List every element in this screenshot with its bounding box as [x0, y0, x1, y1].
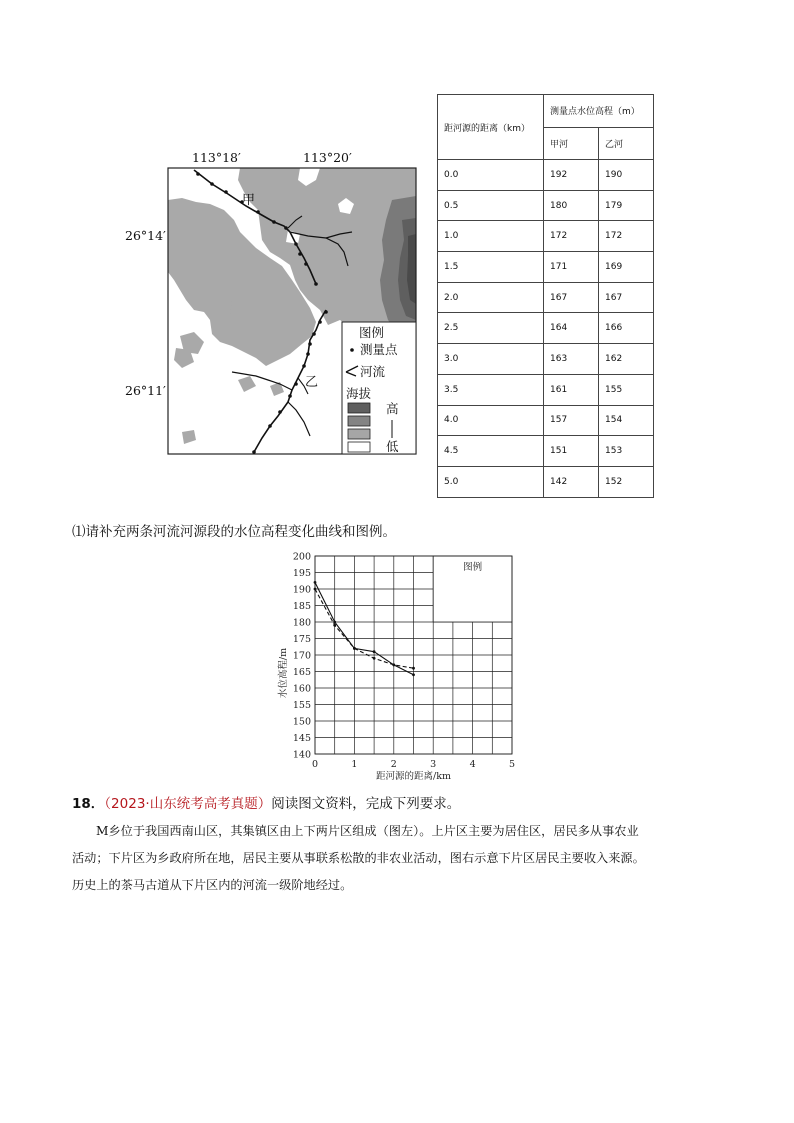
header-jia: 甲河 — [544, 127, 599, 160]
topographic-map — [120, 140, 420, 460]
yi-cell: 172 — [599, 221, 654, 252]
map-legend — [342, 322, 416, 454]
table-row — [438, 405, 654, 436]
question-number: 18． — [72, 796, 105, 812]
series-2-point — [412, 667, 415, 670]
y-tick-label: 155 — [292, 700, 311, 711]
y-tick-label: 145 — [292, 733, 311, 744]
jia-cell: 192 — [544, 160, 599, 191]
jia-cell: 163 — [544, 344, 599, 375]
x-tick-label: 0 — [311, 759, 319, 770]
yi-cell: 153 — [599, 436, 654, 467]
source-open: （ — [104, 796, 112, 812]
distance-cell: 3.0 — [438, 344, 544, 375]
y-tick-label: 190 — [292, 584, 311, 596]
series-2-point — [333, 624, 336, 627]
distance-cell: 2.5 — [438, 313, 544, 344]
yi-cell: 155 — [599, 374, 654, 405]
header-distance: 距河源的距离（km） — [438, 95, 544, 160]
table-row — [438, 160, 654, 191]
latitude-label-1: 26°14′ — [125, 228, 166, 243]
y-axis-label: 水位高程/m — [278, 647, 289, 699]
latitude-label-2: 26°11′ — [125, 383, 166, 398]
legend-low: 低 — [386, 439, 399, 454]
y-tick-label: 160 — [292, 683, 311, 695]
elevation-swatch-4 — [348, 442, 370, 452]
river-jia-label: 甲 — [242, 193, 256, 208]
table-row — [438, 282, 654, 313]
yi-cell: 190 — [599, 160, 654, 191]
legend-high: 高 — [386, 401, 399, 416]
question-18-passage — [72, 818, 752, 899]
header-yi: 乙河 — [599, 127, 654, 160]
map-graphic — [120, 140, 420, 460]
y-tick-label: 140 — [292, 749, 311, 761]
distance-cell: 2.0 — [438, 282, 544, 313]
passage-line-2: 活动；下片区为乡政府所在地，居民主要从事联系松散的非农业活动，图右示意下片区居民主要收入来源。 — [72, 851, 645, 865]
jia-cell: 157 — [544, 405, 599, 436]
chart-legend-label: 图例 — [463, 562, 483, 573]
table-row — [438, 221, 654, 252]
series-1-point — [314, 581, 317, 584]
series-line-1 — [315, 582, 414, 674]
x-tick-label: 3 — [430, 759, 437, 770]
elevation-swatch-1 — [348, 403, 370, 413]
table-row — [438, 190, 654, 221]
passage-line-1: M乡位于我国西南山区，其集镇区由上下两片区组成（图左）。上片区主要为居住区，居民多从事农业 — [96, 824, 639, 838]
distance-cell: 1.0 — [438, 221, 544, 252]
distance-cell: 0.0 — [438, 160, 544, 191]
x-tick-label: 4 — [469, 759, 476, 770]
series-1-point — [333, 621, 336, 624]
jia-cell: 164 — [544, 313, 599, 344]
longitude-label-1: 113°18′ — [192, 150, 241, 165]
y-tick-label: 200 — [292, 551, 311, 563]
yi-cell: 179 — [599, 190, 654, 221]
y-tick-label: 175 — [292, 634, 311, 645]
legend-title: 图例 — [359, 325, 385, 340]
legend-river: 河流 — [360, 364, 386, 379]
river-yi-label: 乙 — [305, 375, 319, 390]
distance-cell: 4.5 — [438, 436, 544, 467]
table-row — [438, 313, 654, 344]
jia-cell: 171 — [544, 252, 599, 283]
y-tick-label: 195 — [292, 568, 311, 579]
question-1: ⑴请补充两条河流河源段的水位高程变化曲线和图例。 — [72, 524, 396, 540]
x-tick-label: 1 — [351, 759, 358, 770]
source-close: ） — [257, 796, 272, 812]
x-tick-label: 5 — [508, 759, 516, 770]
distance-cell: 0.5 — [438, 190, 544, 221]
question-instruction: 阅读图文资料，完成下列要求。 — [271, 796, 461, 812]
yi-cell: 169 — [599, 252, 654, 283]
longitude-label-2: 113°20′ — [303, 150, 352, 165]
question-18-heading — [72, 794, 460, 814]
y-tick-label: 180 — [292, 617, 311, 629]
legend-elevation-title: 海拔 — [346, 386, 372, 401]
series-1-point — [412, 673, 415, 676]
y-tick-label: 185 — [292, 601, 311, 612]
distance-cell: 1.5 — [438, 252, 544, 283]
yi-cell: 154 — [599, 405, 654, 436]
legend-measure-point: 测量点 — [360, 342, 398, 357]
table-row — [438, 374, 654, 405]
series-line-2 — [315, 589, 414, 668]
y-tick-label: 170 — [292, 650, 311, 662]
water-level-chart — [260, 545, 530, 785]
yi-cell: 166 — [599, 313, 654, 344]
jia-cell: 151 — [544, 436, 599, 467]
table-row — [438, 252, 654, 283]
header-elevation: 测量点水位高程（m） — [544, 95, 654, 128]
series-2-point — [392, 664, 395, 667]
elevation-swatch-2 — [348, 416, 370, 426]
jia-cell: 142 — [544, 466, 599, 497]
distance-cell: 3.5 — [438, 374, 544, 405]
y-tick-label: 165 — [292, 667, 311, 678]
water-level-table — [437, 94, 654, 498]
yi-cell: 167 — [599, 282, 654, 313]
y-tick-label: 150 — [292, 716, 311, 728]
x-axis-label: 距河源的距离/km — [376, 771, 451, 782]
table-row — [438, 436, 654, 467]
measure-point-icon — [350, 348, 354, 352]
series-1-point — [373, 650, 376, 653]
question-source: 2023·山东统考高考真题 — [111, 796, 258, 812]
table-row — [438, 466, 654, 497]
series-2-point — [373, 657, 376, 660]
table-row — [438, 344, 654, 375]
passage-line-3: 历史上的茶马古道从下片区内的河流一级阶地经过。 — [72, 878, 353, 892]
distance-cell: 4.0 — [438, 405, 544, 436]
series-2-point — [314, 588, 317, 591]
yi-cell: 152 — [599, 466, 654, 497]
yi-cell: 162 — [599, 344, 654, 375]
elevation-swatch-3 — [348, 429, 370, 439]
jia-cell: 180 — [544, 190, 599, 221]
jia-cell: 167 — [544, 282, 599, 313]
jia-cell: 172 — [544, 221, 599, 252]
series-2-point — [353, 647, 356, 650]
x-tick-label: 2 — [390, 759, 397, 770]
jia-cell: 161 — [544, 374, 599, 405]
distance-cell: 5.0 — [438, 466, 544, 497]
